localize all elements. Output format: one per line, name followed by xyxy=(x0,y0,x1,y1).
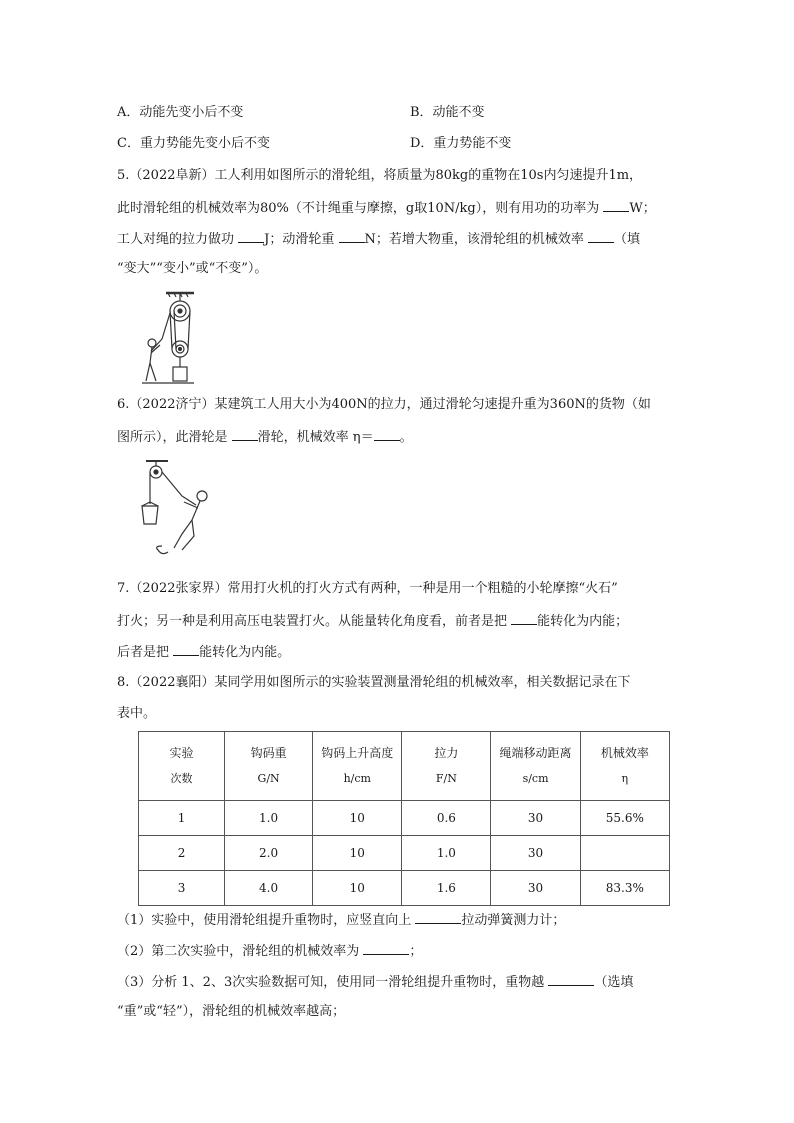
experiment-data-table xyxy=(138,731,670,906)
table-cell: 1.0 xyxy=(402,836,491,871)
table-cell: 1.0 xyxy=(225,801,313,836)
q8-text: 拉动弹簧测力计； xyxy=(461,913,566,928)
q7-text: 后者是把 xyxy=(117,645,170,660)
q8-text: （2）第二次实验中，滑轮组的机械效率为 xyxy=(117,944,360,959)
q8-sub-2 xyxy=(117,940,422,962)
q7-text: 能转化为内能； xyxy=(537,614,629,629)
q5-text: N；若增大物重，该滑轮组的机械效率 xyxy=(364,232,584,247)
q7-text: 能转化为内能。 xyxy=(199,645,291,660)
q7-text: 打火；另一种是利用高压电装置打火。从能量转化角度看，前者是把 xyxy=(117,614,508,629)
table-header-row xyxy=(139,732,670,801)
table-row xyxy=(139,801,670,836)
q7-line-1: 7.（2022张家界）常用打火机的打火方式有两种，一种是用一个粗糙的小轮摩擦“火石” xyxy=(117,581,618,596)
q6-text: 图所示），此滑轮是 xyxy=(117,430,228,445)
q6-blank-efficiency[interactable] xyxy=(374,426,400,441)
fixed-pulley-figure xyxy=(138,458,218,563)
q6-blank-pulley-type[interactable] xyxy=(232,426,258,441)
table-cell: 0.6 xyxy=(402,801,491,836)
table-cell: 2.0 xyxy=(225,836,313,871)
q5-text: 工人对绳的拉力做功 xyxy=(117,232,235,247)
table-cell: 3 xyxy=(139,871,225,906)
q8-blank-efficiency[interactable] xyxy=(363,940,409,955)
header-cell: 绳端移动距离 s/cm xyxy=(491,732,580,801)
header-cell: 钩码上升高度 h/cm xyxy=(313,732,402,801)
q8-sub-1 xyxy=(117,909,565,931)
table-row xyxy=(139,836,670,871)
table-cell: 2 xyxy=(139,836,225,871)
q5-line-2 xyxy=(117,197,656,219)
table-cell: 30 xyxy=(491,871,580,906)
table-cell: 30 xyxy=(491,801,580,836)
table-cell: 1 xyxy=(139,801,225,836)
table-cell: 1.6 xyxy=(402,871,491,906)
q7-blank-energy-1[interactable] xyxy=(511,610,537,625)
q5-blank-pulley-weight[interactable] xyxy=(339,228,365,243)
q5-line-1: 5.（2022阜新）工人利用如图所示的滑轮组，将质量为80kg的重物在10s内匀速提升1m， xyxy=(117,168,643,183)
header-cell: 钩码重 G/N xyxy=(225,732,313,801)
q8-blank-weight[interactable] xyxy=(548,971,594,986)
header-cell: 机械效率 η xyxy=(580,732,669,801)
q5-text: J；动滑轮重 xyxy=(264,232,335,247)
table-cell: 10 xyxy=(313,871,402,906)
q8-sub-3-cont: “重”或“轻”），滑轮组的机械效率越高； xyxy=(117,1004,346,1019)
q5-text: 此时滑轮组的机械效率为80%（不计绳重与摩擦，g取10N/kg），则有用功的功率为 xyxy=(117,201,600,216)
table-cell: 83.3% xyxy=(580,871,669,906)
q8-line-2: 表中。 xyxy=(117,706,157,721)
option-b: B．动能不变 xyxy=(410,105,485,120)
q6-line-1: 6.（2022济宁）某建筑工人用大小为400N的拉力，通过滑轮匀速提升重为360N的货物（如 xyxy=(117,397,651,412)
q8-line-1: 8.（2022襄阳）某同学用如图所示的实验装置测量滑轮组的机械效率，相关数据记录在下 xyxy=(117,675,631,690)
q8-blank-pull-direction[interactable] xyxy=(415,909,461,924)
table-cell: 55.6% xyxy=(580,801,669,836)
table-cell-blank[interactable] xyxy=(580,836,669,871)
q7-line-3 xyxy=(117,641,290,663)
q7-blank-energy-2[interactable] xyxy=(173,641,199,656)
option-a: A．动能先变小后不变 xyxy=(117,105,244,120)
q5-blank-work[interactable] xyxy=(238,228,264,243)
table-row xyxy=(139,871,670,906)
table-cell: 10 xyxy=(313,801,402,836)
option-c: C．重力势能先变小后不变 xyxy=(117,136,270,151)
pulley-block-figure xyxy=(138,291,198,386)
table-cell: 30 xyxy=(491,836,580,871)
header-cell: 拉力 F/N xyxy=(402,732,491,801)
q6-line-2 xyxy=(117,426,413,448)
q5-line-3 xyxy=(117,228,640,250)
q5-blank-power[interactable] xyxy=(603,197,629,212)
q5-text: W； xyxy=(629,201,656,216)
header-cell: 实验 次数 xyxy=(139,732,225,801)
q8-text: ； xyxy=(409,944,423,959)
q5-blank-efficiency[interactable] xyxy=(588,228,614,243)
q8-text: （3）分析 1、2、3次实验数据可知，使用同一滑轮组提升重物时，重物越 xyxy=(117,975,545,990)
option-d: D．重力势能不变 xyxy=(410,136,512,151)
q6-text: 。 xyxy=(399,430,413,445)
q5-text: （填 xyxy=(614,232,641,247)
q8-text: （选填 xyxy=(594,975,634,990)
table-cell: 10 xyxy=(313,836,402,871)
q7-line-2 xyxy=(117,610,628,632)
table-cell: 4.0 xyxy=(225,871,313,906)
q5-line-4: “变大”“变小”或“不变”）。 xyxy=(117,261,268,276)
q6-text: 滑轮，机械效率 η＝ xyxy=(257,430,374,445)
q8-sub-3 xyxy=(117,971,633,993)
q8-text: （1）实验中，使用滑轮组提升重物时，应竖直向上 xyxy=(117,913,412,928)
